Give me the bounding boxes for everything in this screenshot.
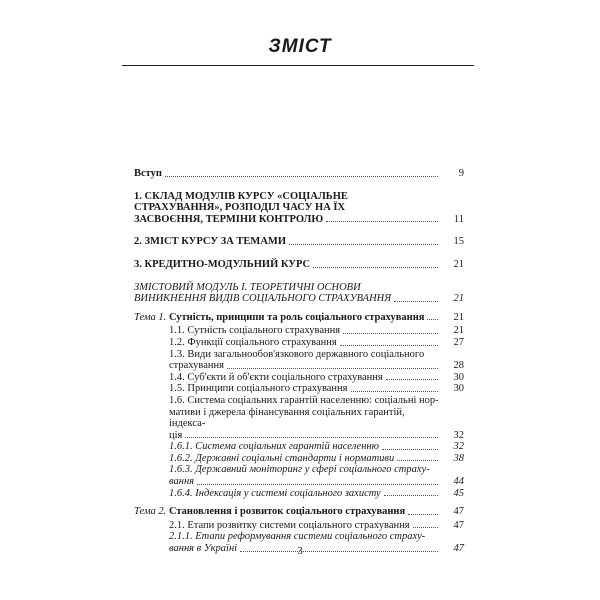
toc-entry-text: 2.1. Етапи розвитку системи соціального страхування xyxy=(169,519,410,531)
toc-page-number: 15 xyxy=(442,236,464,248)
toc-page-number: 47 xyxy=(442,506,464,518)
dot-leader xyxy=(227,368,438,369)
toc-page-number: 30 xyxy=(442,383,464,395)
toc-entry-text: 1.6.1. Система соціальних гарантій населенню xyxy=(169,441,380,453)
dot-leader xyxy=(427,319,438,320)
toc-entry-line xyxy=(169,383,440,395)
toc-entry-text: ЗМІСТОВИЙ МОДУЛЬ І. ТЕОРЕТИЧНІ ОСНОВИ xyxy=(134,281,361,293)
toc-entry xyxy=(134,464,464,487)
dot-leader xyxy=(340,345,438,346)
toc-entry-text: вання в Україні xyxy=(169,543,238,555)
toc-entry-text: ЗАСВОЄННЯ, ТЕРМІНИ КОНТРОЛЮ xyxy=(134,213,324,225)
toc-entry-line xyxy=(169,453,440,465)
dot-leader xyxy=(384,495,438,496)
toc-entry-text: 2. ЗМІСТ КУРСУ ЗА ТЕМАМИ xyxy=(134,236,287,248)
table-of-contents xyxy=(134,168,464,555)
toc-entry-line xyxy=(169,372,440,384)
dot-leader xyxy=(408,514,438,515)
toc-entry-text: 1.6. Система соціальних гарантій населенню: соціальні нор- xyxy=(169,394,439,406)
toc-entry-line xyxy=(134,236,440,248)
dot-leader xyxy=(165,176,438,177)
toc-entry-line xyxy=(134,214,440,226)
toc-entry-text: Вступ xyxy=(134,168,162,179)
dot-leader xyxy=(313,267,438,268)
toc-page-number: 21 xyxy=(442,325,464,337)
toc-entry-text: 2.1.1. Етапи реформування системи соціального страху- xyxy=(169,531,426,543)
dot-leader xyxy=(289,244,438,245)
dot-leader xyxy=(386,379,438,380)
toc-entry-text: 1.4. Суб'єкти й об'єкти соціального страхування xyxy=(169,371,383,383)
toc-page-number: 38 xyxy=(442,453,464,465)
toc-page-number: 27 xyxy=(442,337,464,349)
toc-entry-text: мативи і джерела фінансування соціальних гарантій, індекса- xyxy=(169,406,405,430)
toc-entry-text: 1.6.4. Індексація у системі соціального захисту xyxy=(169,487,381,499)
toc-page-number: 11 xyxy=(442,214,464,226)
toc-page-number: 47 xyxy=(442,543,464,555)
toc-entry-line xyxy=(169,430,440,442)
toc-entry-line xyxy=(169,407,440,430)
toc-entry xyxy=(134,372,464,384)
toc-page-number: 32 xyxy=(442,430,464,442)
toc-entry-text: 1.5. Принципи соціального страхування xyxy=(169,383,348,395)
toc-entry-line xyxy=(169,360,440,372)
toc-page-number: 21 xyxy=(442,312,464,324)
toc-entry xyxy=(134,506,464,518)
toc-entry-text: страхування xyxy=(169,360,224,372)
toc-page-number: 30 xyxy=(442,372,464,384)
toc-entry-text: Тема 2. Становлення і розвиток соціального страхування xyxy=(134,506,406,518)
toc-page-number: 21 xyxy=(442,293,464,305)
toc-entry-text: 1.6.3. Державний моніторинг у сфері соціального страху- xyxy=(169,464,430,476)
toc-entry-text: 1. СКЛАД МОДУЛІВ КУРСУ «СОЦІАЛЬНЕ xyxy=(134,190,348,202)
dot-leader xyxy=(394,301,438,302)
dot-leader xyxy=(413,527,438,528)
toc-entry xyxy=(134,282,464,305)
toc-entry-text: вання xyxy=(169,476,195,488)
toc-page-number: 44 xyxy=(442,476,464,488)
toc-page-number: 28 xyxy=(442,360,464,372)
heading-rule xyxy=(122,65,474,66)
dot-leader xyxy=(397,460,438,461)
toc-entry xyxy=(134,383,464,395)
toc-entry-line xyxy=(134,202,440,214)
toc-entry-line xyxy=(169,349,440,361)
dot-leader xyxy=(185,437,438,438)
toc-page-number: 47 xyxy=(442,520,464,532)
toc-entry-text: ція xyxy=(169,429,183,441)
toc-entry xyxy=(134,349,464,372)
dot-leader xyxy=(197,484,438,485)
toc-entry-line xyxy=(169,325,440,337)
toc-entry-text: 3. КРЕДИТНО-МОДУЛЬНИЙ КУРС xyxy=(134,258,311,270)
toc-entry xyxy=(134,168,464,180)
toc-entry-line xyxy=(169,476,440,488)
toc-entry-text: 1.6.2. Державні соціальні стандарти і нормативи xyxy=(169,452,395,464)
toc-entry-line xyxy=(134,312,440,324)
toc-entry-text: 1.1. Сутність соціального страхування xyxy=(169,325,341,337)
toc-entry-line xyxy=(169,488,440,500)
toc-entry xyxy=(134,236,464,248)
toc-entry xyxy=(134,488,464,500)
toc-entry-line xyxy=(134,282,440,294)
toc-page-number: 32 xyxy=(442,441,464,453)
toc-entry-line xyxy=(169,531,440,543)
toc-entry-line xyxy=(169,337,440,349)
toc-entry-line xyxy=(169,464,440,476)
toc-entry xyxy=(134,312,464,324)
toc-entry-line xyxy=(134,506,440,518)
toc-entry xyxy=(134,441,464,453)
toc-entry-line xyxy=(169,520,440,532)
dot-leader xyxy=(382,449,438,450)
toc-entry-text: ВИНИКНЕННЯ ВИДІВ СОЦІАЛЬНОГО СТРАХУВАННЯ xyxy=(134,293,392,305)
page-heading: ЗМІСТ xyxy=(268,36,332,57)
dot-leader xyxy=(351,391,439,392)
toc-entry xyxy=(134,191,464,226)
toc-page-number: 21 xyxy=(442,259,464,271)
dot-leader xyxy=(343,333,438,334)
dot-leader xyxy=(326,221,438,222)
toc-entry xyxy=(134,453,464,465)
toc-entry-text: СТРАХУВАННЯ», РОЗПОДІЛ ЧАСУ НА ЇХ xyxy=(134,202,346,214)
toc-page-number: 45 xyxy=(442,488,464,500)
toc-entry xyxy=(134,520,464,532)
toc-entry-line xyxy=(134,191,440,203)
toc-page-number: 9 xyxy=(442,168,464,180)
toc-entry-text: Тема 1. Сутність, принципи та роль соціального страхування xyxy=(134,311,425,323)
toc-entry xyxy=(134,325,464,337)
toc-entry-line xyxy=(134,293,440,305)
toc-entry-line xyxy=(169,441,440,453)
toc-entry-line xyxy=(134,259,440,271)
toc-entry-text: 1.3. Види загальнообов'язкового державного соціального xyxy=(169,348,425,360)
toc-entry xyxy=(134,337,464,349)
page-number: 3 xyxy=(297,545,303,557)
toc-entry-line xyxy=(169,395,440,407)
toc-entry xyxy=(134,259,464,271)
toc-entry-text: 1.2. Функції соціального страхування xyxy=(169,336,337,348)
toc-entry xyxy=(134,395,464,441)
toc-entry-line xyxy=(134,168,440,180)
